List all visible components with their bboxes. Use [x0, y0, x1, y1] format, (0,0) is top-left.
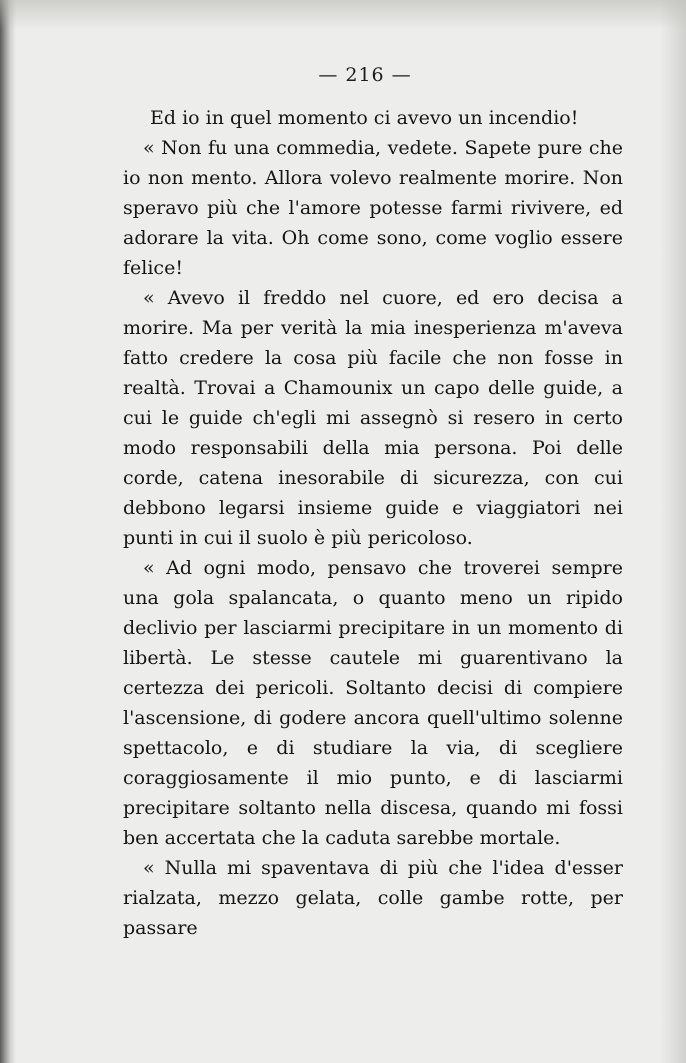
right-edge-shadow: [660, 0, 686, 1063]
paragraph: « Non fu una commedia, vedete. Sapete pure che io non mento. Allora volevo realmente morire. Non speravo più che l'amore potesse farmi rivivere, ed adorare la vita. Oh come sono, come voglio essere felice!: [123, 137, 623, 279]
paragraph: « Avevo il freddo nel cuore, ed ero decisa a morire. Ma per verità la mia inesperienza m'aveva fatto credere la cosa più facile che non fosse in realtà. Trovai a Chamounix un capo delle guide, a cui le guide ch'egli mi assegnò si resero in certo modo responsabili della mia persona. Poi delle corde, catena inesorabile di sicurezza, con cui debbono legarsi insieme guide e viaggiatori nei punti in cui il suolo è più pericoloso.: [123, 287, 623, 549]
paragraph: « Ad ogni modo, pensavo che troverei sempre una gola spalancata, o quanto meno un ripido declivio per lasciarmi precipitare in un momento di libertà. Le stesse cautele mi guarentivano la certezza dei pericoli. Soltanto decisi di compiere l'ascensione, di godere ancora quell'ultimo solenne spettacolo, e di studiare la via, di scegliere coraggiosamente il mio punto, e di lasciarmi precipitare soltanto nella discesa, quando mi fossi ben accertata che la caduta sarebbe mortale.: [123, 557, 623, 849]
top-edge-shadow: [0, 0, 686, 30]
paragraph: « Nulla mi spaventava di più che l'idea d'esser rialzata, mezzo gelata, colle gambe rotte, per passare: [123, 857, 623, 939]
paragraph: Ed io in quel momento ci avevo un incendio!: [150, 107, 579, 129]
body-text: [123, 103, 623, 943]
page-number: — 216 —: [318, 64, 412, 86]
page-binding-edge: [0, 0, 16, 1063]
